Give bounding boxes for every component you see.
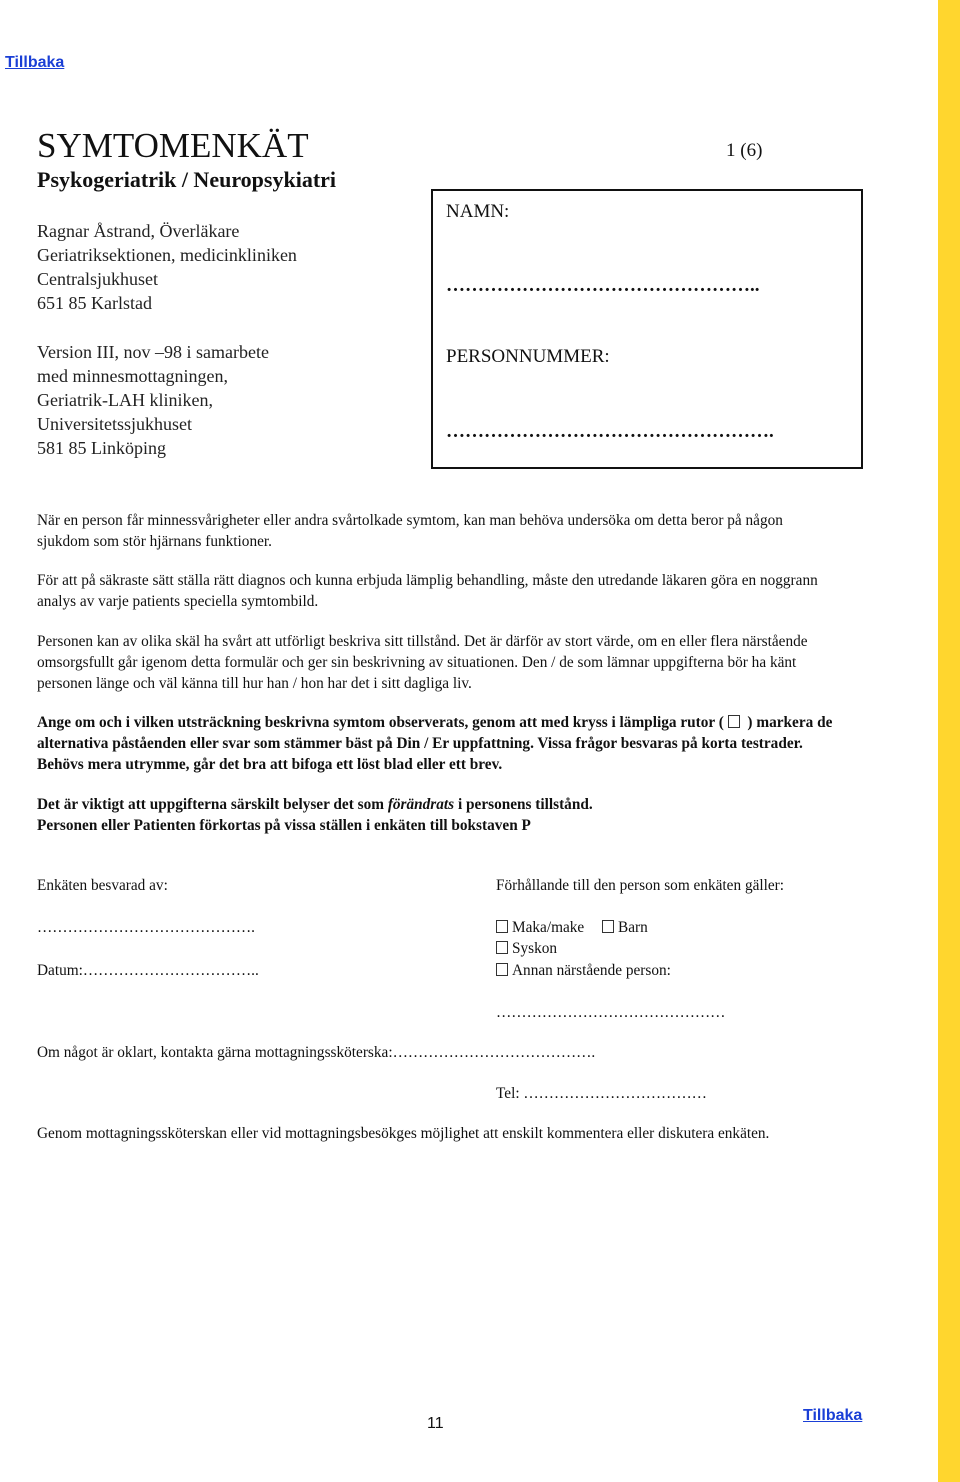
version-line: med minnesmottagningen, — [37, 366, 228, 386]
relation-options-row-1 — [496, 917, 648, 938]
other-checkbox[interactable] — [496, 963, 508, 976]
patient-id-box — [431, 189, 863, 469]
footer-note: Genom mottagningssköterskan eller vid mottagningsbesökges möjlighet att enskilt kommentera eller diskutera enkäten. — [37, 1125, 770, 1142]
version-line: Universitetssjukhuset — [37, 414, 192, 434]
child-checkbox[interactable] — [602, 920, 614, 933]
option-child[interactable] — [602, 919, 648, 936]
back-link-bottom[interactable]: Tillbaka — [803, 1407, 863, 1424]
address-line: 651 85 Karlstad — [37, 293, 152, 313]
personnummer-field[interactable]: ……………………………………………. — [446, 421, 774, 442]
address-line: Ragnar Åstrand, Överläkare — [37, 221, 240, 241]
instructions-text-end: ) markera de alternativa påståenden eller svar som stämmer bäst på Din / Er uppfattning. Vissa frågor besvaras på korta testrader. Behövs mera utrymme, går det bra att bifoga ett löst blad eller ett brev. — [37, 714, 833, 773]
answered-by-field[interactable]: ……………………………………. — [37, 919, 255, 936]
page-title: SYMTOMENKÄT — [37, 126, 309, 165]
note-text-end: i personens tillstånd. — [454, 796, 593, 813]
page-number: 11 — [427, 1415, 444, 1432]
note-emphasis: förändrats — [387, 796, 455, 813]
name-field[interactable]: ………………………………………….. — [446, 275, 760, 296]
sibling-checkbox[interactable] — [496, 941, 508, 954]
child-label: Barn — [618, 919, 648, 936]
checkbox-example-icon — [728, 715, 740, 728]
side-accent-bar — [938, 0, 960, 1482]
important-note — [37, 794, 837, 836]
relation-label: Förhållande till den person som enkäten gäller: — [496, 877, 785, 894]
spouse-label: Maka/make — [512, 919, 585, 936]
version-line: 581 85 Linköping — [37, 438, 166, 458]
date-field[interactable]: Datum:…………………………….. — [37, 962, 259, 979]
name-label: NAMN: — [446, 201, 510, 222]
sibling-label: Syskon — [512, 940, 558, 957]
option-other[interactable] — [496, 960, 671, 981]
address-block — [37, 219, 297, 315]
address-line: Geriatriksektionen, medicinkliniken — [37, 245, 297, 265]
spouse-checkbox[interactable] — [496, 920, 508, 933]
note-text-start: Det är viktigt att uppgifterna särskilt belyser det som — [37, 796, 388, 813]
intro-paragraph-1: När en person får minnessvårigheter eller andra svårtolkade symtom, kan man behöva undersöka om detta beror på någon sjukdom som stör hjärnans funktioner. — [37, 512, 783, 550]
important-note-line — [37, 794, 837, 815]
answered-by-label: Enkäten besvarad av: — [37, 877, 168, 894]
instructions-text-start: Ange om och i vilken utsträckning beskrivna symtom observerats, genom att med kryss i lämpliga rutor ( — [37, 714, 728, 731]
abbreviation-note: Personen eller Patienten förkortas på vissa ställen i enkäten till bokstaven P — [37, 817, 531, 834]
version-block — [37, 340, 269, 460]
option-spouse[interactable] — [496, 919, 584, 936]
intro-paragraph-2: För att på säkraste sätt ställa rätt diagnos och kunna erbjuda lämplig behandling, måste den utredande läkaren göra en noggrann analys av varje patients speciella symtombild. — [37, 572, 818, 610]
version-line: Geriatrik-LAH kliniken, — [37, 390, 213, 410]
page-indicator: 1 (6) — [726, 140, 763, 161]
option-sibling[interactable] — [496, 938, 557, 959]
back-link-top[interactable]: Tillbaka — [5, 54, 65, 71]
version-line: Version III, nov –98 i samarbete — [37, 342, 269, 362]
other-label: Annan närstående person: — [512, 962, 671, 979]
instructions-paragraph — [37, 712, 837, 775]
phone-field[interactable]: Tel: ……………………………… — [496, 1085, 707, 1102]
other-relation-field[interactable]: ……………………………………… — [496, 1004, 726, 1021]
address-line: Centralsjukhuset — [37, 269, 158, 289]
page-subtitle: Psykogeriatrik / Neuropsykiatri — [37, 167, 337, 192]
contact-nurse-field[interactable]: Om något är oklart, kontakta gärna mottagningssköterska:…………………………………. — [37, 1044, 596, 1061]
personnummer-label: PERSONNUMMER: — [446, 346, 610, 367]
intro-paragraph-3: Personen kan av olika skäl ha svårt att utförligt beskriva sitt tillstånd. Det är därför av stort värde, om en eller flera närstående omsorgsfullt går igenom detta formulär och ger sin beskrivning av situationen. Den / de som lämnar uppgifterna bör ha känt personen länge och väl känna till hur han / hon har det i sitt dagliga liv. — [37, 633, 808, 692]
